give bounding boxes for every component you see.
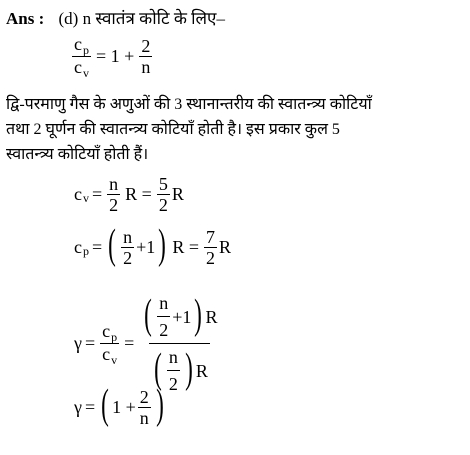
answer-label: Ans : <box>6 9 45 28</box>
equation-cv: c v = $\frac{n}{2}$ R = $\frac{5}{2}$ R <box>74 174 184 215</box>
paragraph-line-3: स्वातन्त्र्य कोटियाँ होती हैं। <box>6 146 149 163</box>
equation-ratio <box>70 34 154 79</box>
equation-cp: c p = ( $\frac{n}{2}$ +1 ) R = $\frac{7}{2}$ R <box>74 222 231 268</box>
equation-gamma-final: γ = ( 1 + $\frac{2}{n}$ ) <box>74 382 164 428</box>
paragraph-line-2: तथा 2 घूर्णन की स्वातन्त्र्य कोटियाँ होती है। इस प्रकार कुल 5 <box>6 121 340 138</box>
two-over-n-fraction: $\frac{2}{n}$ <box>141 36 151 77</box>
answer-header <box>6 6 225 29</box>
answer-option: (d) <box>58 9 79 28</box>
paragraph-line-1: द्वि-परमाणु गैस के अणुओं की 3 स्थानान्तरीय की स्वातन्त्र्य कोटियाँ <box>6 96 372 113</box>
explanation-paragraph <box>6 92 461 167</box>
cp-over-cv-fraction: $\frac{c_p}{c_v}$ <box>74 34 89 80</box>
equation-gamma-ratio: γ = $\frac{c_p}{c_v}$ = ( $\frac{n}{2}$ +1 ) R ( $\frac{n}{2}$ ) R <box>74 290 221 397</box>
answer-statement: n स्वातंत्र कोटि के लिए– <box>82 9 225 28</box>
equation-rhs-prefix: = 1 + <box>96 46 135 66</box>
gamma-big-fraction: ( $\frac{n}{2}$ +1 ) R ( $\frac{n}{2}$ ) R <box>139 290 219 397</box>
